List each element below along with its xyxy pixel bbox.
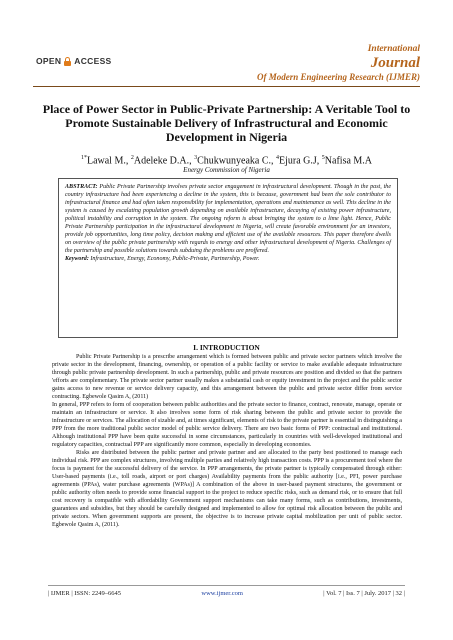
footer-website-link[interactable]: www.ijmer.com [201,590,243,597]
header-divider [33,86,420,87]
section-heading: I. INTRODUCTION [193,343,260,352]
footer-issn: | IJMER | ISSN: 2249–6645 [48,590,122,597]
footer-divider [48,585,405,586]
journal-line-2: Journal [370,55,420,71]
abstract-text: Public Private Partnership involves private sector engagement in infrastructural development. Though in the past, the country infrastructure had been experiencing a decline in the system, this is because, government had been the sole contributor to infrastructural finance and had often taken responsibility for implementation, operations and maintenance as well. This decline in the system is caused by escalating population growth depending on available infrastructure, decaying of existing power infrastructure, political instability and corruption in the system. The ongoing reform is about bringing the system to a lime light. Hence, Public Private Partnership participation in the infrastructural development in Nigeria, will create favorable environment for an investors, provide job opportunities, long time policy, decision making and efficient use of the available resources. This paper therefore dwells on overview of the public private partnership with regards to energy and other infrastructural development of Nigeria. Challenges of the partnership and possible solutions towards subduing the problems are proffered. [65,184,392,255]
author-1-num: 1* [80,155,87,161]
open-access-left: OPEN [36,56,62,66]
author-4-num: 4 [276,155,280,161]
abstract-box [58,178,398,338]
paper-title: Place of Power Sector in Public-Private Partnership: A Veritable Tool to Promote Sustainable Delivery of Infrastructural and Economic Development in Nigeria [42,102,411,144]
journal-line-1: International [367,44,420,54]
author-2-num: 2 [130,155,134,161]
paragraph-2: In general, PPP refers to form of cooperation between public authorities and the private sector to finance, contract, renovate, manage, operate or maintain an infrastructure or service. It also involves some form of risk sharing between the public and private sector to provide the infrastructure or services. The allocation of sizable and, at times significant, elements of risk to the private partner is essential in distinguishing a PPP from the more traditional public sector model of public service delivery. There are two basic forms of PPP: contractual and institutional. Although institutional PPP have been quite successful in some circumstances, particularly in countries with well-developed institutional and regulatory capacities, contractual PPP are significantly more common, especially in developing economies. [52,401,402,448]
open-access-right: ACCESS [74,56,112,66]
author-3-num: 3 [194,155,198,161]
author-2-name: Adeleke D.A., [133,155,192,167]
body-text [52,354,402,530]
author-1-name: Lawal M., [86,155,131,167]
page-footer [48,590,405,597]
keywords-label: Keyword: [65,256,89,263]
author-4-name: Ejura G.J, [279,155,322,167]
open-access-logo [36,56,112,66]
journal-masthead [257,44,420,83]
open-lock-icon [64,57,71,66]
paragraph-3: Risks are distributed between the public partner and private partner and are allocated to the party best positioned to manage each individual risk. PPP are complex structures, involving multiple parties and relatively high transaction costs. PPP is a procurement tool where the focus is payment for the successful delivery of the service. In PPP arrangements, the private partner is typically compensated through either: User-based payments (i.e., toll roads, airport or port charges) Availability payments from the public authority [i.e., PFI, power purchase agreements (PPAs), water purchase agreements (WPAs)] A combination of the above in user-based payment structures, the government or public authority often needs to provide some financial support to the project to reduce specific risks, such as demand risk, or to ensure that full cost recovery is compatible with affordability Government support mechanisms can take many forms, such as contributions, investments, guarantees and subsidies, but they should be carefully designed and implemented to allow for optimal risk allocation between the public and private sectors. When government supports are present, the objective is to increase private capital mobilization per unit of public sector. Egbewole Qasim A, (2011). [52,449,402,528]
author-3-name: Chukwunyeaka C., [197,155,277,167]
abstract-label: ABSTRACT: [65,184,98,190]
footer-volume-info: | Vol. 7 | Iss. 7 | July. 2017 | 32 | [323,590,405,597]
paragraph-1: Public Private Partnership is a prescribe arrangement which is formed between public and private sector partners which involve the private sector in the development, financing, ownership, or operation of a public facility or service to make available adequate infrastructure through public private partnership development. In such a partnership, public and private resources are position and divided so that the partners 'efforts are complementary. The private sector partner usually makes a substantial cash or equity investment in the project and the public sector gains access to new revenue or service delivery capacity, and this arrangement between the public and private sector differ from service contracting. Egbewole Qasim A, (2011) [52,354,402,400]
affiliation: Energy Commission of Nigeria [183,166,270,174]
keywords-text: Infrastructure, Energy, Economy, Public-Private, Partnership, Power. [90,256,260,263]
journal-line-3: Of Modern Engineering Research (IJMER) [256,72,420,82]
author-5-num: 5 [321,155,325,161]
author-5-name: Nafisa M.A [324,155,373,167]
